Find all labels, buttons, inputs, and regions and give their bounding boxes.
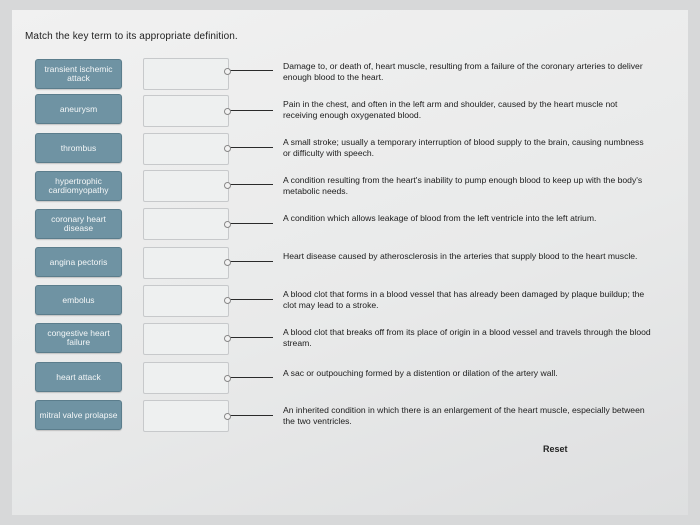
drop-target-7[interactable] (143, 285, 229, 317)
connector-handle[interactable] (224, 182, 231, 189)
term-card-coronary-heart-disease[interactable] (35, 209, 122, 239)
definition-text: A condition resulting from the heart's inability to pump enough blood to keep up with the body's metabolic needs. (283, 175, 643, 196)
definition-text: Pain in the chest, and often in the left arm and shoulder, caused by the heart muscle not receiving enough oxygenated blood. (283, 99, 618, 120)
term-card-transient-ischemic-attack[interactable] (35, 59, 122, 89)
connector-handle[interactable] (224, 221, 231, 228)
connector-line (227, 337, 273, 338)
definition-text: A small stroke; usually a temporary interruption of blood supply to the brain, causing numbness or difficulty with speech. (283, 137, 644, 158)
term-card-heart-attack[interactable] (35, 362, 122, 392)
term-label: hypertrophic cardiomyopathy (48, 176, 109, 195)
connector-line (227, 110, 273, 111)
reset-button[interactable]: Reset (543, 444, 568, 454)
connector-handle[interactable] (224, 68, 231, 75)
term-card-aneurysm[interactable] (35, 94, 122, 124)
term-label: coronary heart disease (51, 214, 106, 233)
term-label: congestive heart failure (47, 328, 110, 347)
definition-text: An inherited condition in which there is an enlargement of the heart muscle, especially between the two ventricles. (283, 405, 645, 426)
term-label: aneurysm (59, 103, 98, 114)
definition-text: Heart disease caused by atherosclerosis in the arteries that supply blood to the heart muscle. (283, 251, 638, 261)
drop-target-1[interactable] (143, 58, 229, 90)
definition-text: A blood clot that breaks off from its place of origin in a blood vessel and travels through the blood stream. (283, 327, 651, 348)
term-card-congestive-heart-failure[interactable] (35, 323, 122, 353)
connector-handle[interactable] (224, 335, 231, 342)
connector-line (227, 70, 273, 71)
connector-line (227, 223, 273, 224)
term-label: angina pectoris (49, 256, 108, 267)
drop-target-10[interactable] (143, 400, 229, 432)
connector-line (227, 415, 273, 416)
definition-text: A blood clot that forms in a blood vessel that has already been damaged by plaque buildup; the clot may lead to a stroke. (283, 289, 645, 310)
term-card-thrombus[interactable] (35, 133, 122, 163)
connector-line (227, 377, 273, 378)
drop-target-2[interactable] (143, 95, 229, 127)
drop-target-6[interactable] (143, 247, 229, 279)
drop-target-4[interactable] (143, 170, 229, 202)
term-card-mitral-valve-prolapse[interactable] (35, 400, 122, 430)
definition-text: A sac or outpouching formed by a distention or dilation of the artery wall. (283, 368, 558, 378)
definition-text: Damage to, or death of, heart muscle, resulting from a failure of the coronary arteries to deliver enough blood to the heart. (283, 61, 643, 82)
term-label: mitral valve prolapse (39, 409, 118, 420)
drop-target-3[interactable] (143, 133, 229, 165)
drop-target-9[interactable] (143, 362, 229, 394)
term-card-angina-pectoris[interactable] (35, 247, 122, 277)
connector-handle[interactable] (224, 297, 231, 304)
connector-handle[interactable] (224, 145, 231, 152)
connector-handle[interactable] (224, 259, 231, 266)
connector-line (227, 184, 273, 185)
drop-target-8[interactable] (143, 323, 229, 355)
instruction-text: Match the key term to its appropriate definition. (25, 31, 238, 42)
connector-handle[interactable] (224, 413, 231, 420)
connector-handle[interactable] (224, 108, 231, 115)
connector-line (227, 299, 273, 300)
term-card-embolus[interactable] (35, 285, 122, 315)
connector-line (227, 261, 273, 262)
term-card-hypertrophic-cardiomyopathy[interactable] (35, 171, 122, 201)
term-label: embolus (62, 294, 95, 305)
term-label: heart attack (56, 371, 101, 382)
connector-handle[interactable] (224, 375, 231, 382)
definition-text: A condition which allows leakage of blood from the left ventricle into the left atrium. (283, 213, 597, 223)
connector-line (227, 147, 273, 148)
term-label: transient ischemic attack (44, 64, 113, 83)
drop-target-5[interactable] (143, 208, 229, 240)
term-label: thrombus (60, 142, 97, 153)
